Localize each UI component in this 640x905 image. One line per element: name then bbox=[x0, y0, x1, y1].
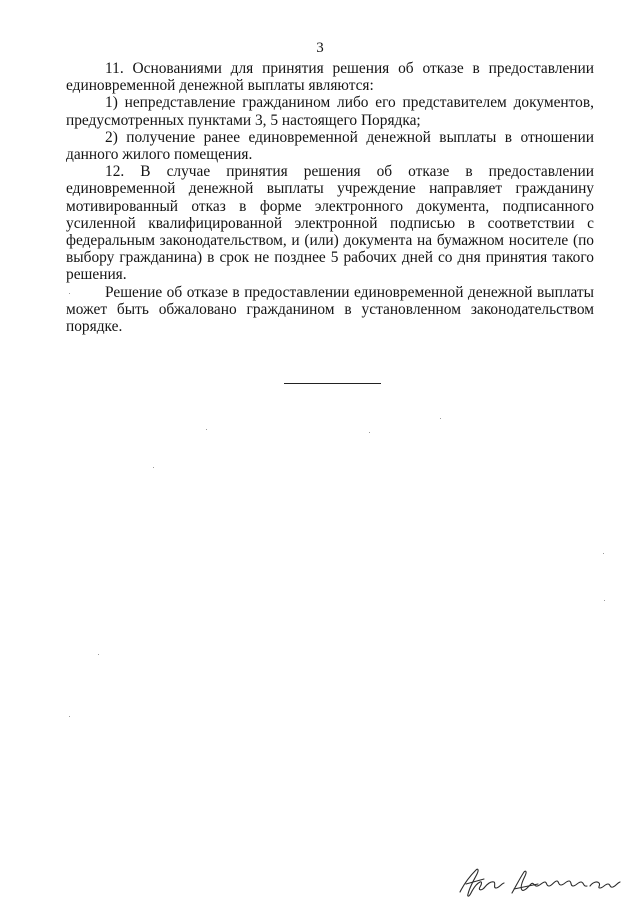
paragraph-11-item-2: 2) получение ранее единовременной денежной выплаты в отношении данного жилого помещения. bbox=[66, 128, 594, 164]
page-number: 3 bbox=[316, 40, 324, 56]
handwritten-signature bbox=[454, 862, 624, 902]
paragraph-11-item-1: 1) непредставление гражданином либо его представителем документов, предусмотренных пунктами 3, 5 настоящего Порядка; bbox=[66, 94, 594, 129]
scan-speck bbox=[153, 467, 154, 468]
paragraph-12: 12. В случае принятия решения об отказе в предоставлении единовременной денежной выплаты учреждение направляет гражданину мотивированный отказ в форме электронного документа, подписанного усиленной квалифицированной электронной подписью в соответствии с федеральным законодательством, и (или) документа на бумажном носителе (по выбору гражданина) в срок не позднее 5 рабочих дней со дня принятия такого решения. bbox=[66, 163, 594, 284]
scan-speck bbox=[98, 654, 99, 655]
scan-speck bbox=[206, 429, 207, 430]
scan-speck bbox=[604, 600, 605, 601]
scan-speck bbox=[440, 418, 441, 419]
scan-speck bbox=[69, 293, 70, 294]
document-body bbox=[66, 60, 594, 335]
end-of-text-divider bbox=[284, 383, 381, 384]
scan-speck bbox=[603, 553, 604, 554]
scan-speck bbox=[369, 432, 370, 433]
scan-speck bbox=[69, 716, 70, 717]
paragraph-11: 11. Основаниями для принятия решения об отказе в предоставлении единовременной денежной выплаты являются: bbox=[66, 60, 594, 95]
paragraph-appeal: Решение об отказе в предоставлении единовременной денежной выплаты может быть обжаловано гражданином в установленном законодательством порядке. bbox=[66, 283, 594, 336]
